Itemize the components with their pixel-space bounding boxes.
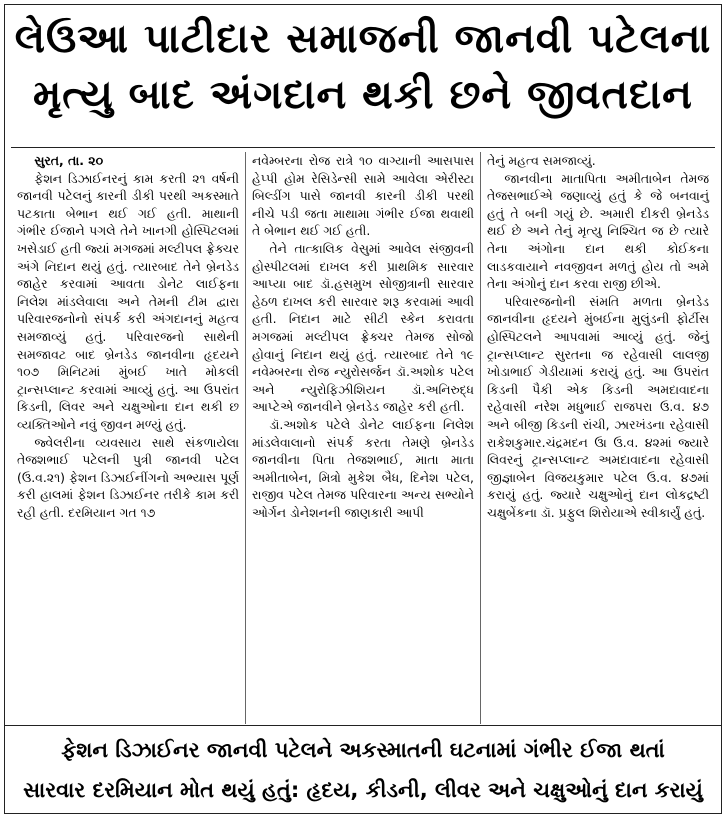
article-paragraph: ફેશન ડિઝાઈનરનું કામ કરતી ૨૧ વર્ષની જાનવી પટેલનું કારની ડીકી પરથી અકસ્માતે પટકાતા બેભાન થઈ ગઈ હતી. માથાની ગંભીર ઈજાને પગલે તેને ખાનગી હોસ્પિટલમાં ખસેડાઈ હતી જ્યાં મગજમાં મલ્ટીપલ ફ્રેક્ચર અંગે નિદાન થયું હતું. ત્યારબાદ તેને બ્રેનડેડ જાહેર કરવામાં આવતા ડોનેટ લાઈફના નિલેશ માંડલેવાલા અને તેમની ટીમ દ્વારા પરિવારજનોનો સંપર્ક કરી અંગદાનનું મહત્વ સમજાવ્યું હતું. પરિવારજનો સાથેની સમજાવટ બાદ બ્રેનડેડ જાનવીના હૃદયને ૧૦૭ મિનિટમાં મુંબઈ ખાતે મોકલી ટ્રાન્સપ્લાન્ટ કરવામાં આવ્યું હતું. આ ઉપરાંત કિડની, લિવર અને ચક્ષુઓના દાન થકી છ વ્યક્તિઓને નવું જીવન મળ્યું હતું. <box>17 170 239 432</box>
newspaper-clipping <box>4 4 722 814</box>
footer-caption <box>5 725 721 813</box>
article-column-2 <box>245 152 480 724</box>
headline-line-2: મૃત્યુ બાદ અંગદાન થકી છને જીવતદાન <box>33 72 693 118</box>
article-paragraph: તેનું મહત્વ સમજાવ્યું. <box>487 153 596 168</box>
article-paragraph: જાનવીના માતાપિતા અમીતાબેન તેમજ તેજસભાઈએ જણાવ્યું હતું કે જે બનવાનું હતું તે બની ગયું છે. અમારી દીકરી બ્રેનડેડ થઈ છે અને તેનું મૃત્યુ નિશ્ચિત જ છે ત્યારે તેના અંગોના દાન થકી કોઈકના લાડકવાયાને નવજીવન મળતું હોય તો અમે તેના અંગોનું દાન કરવા રાજી છીએ. <box>487 170 709 292</box>
article-paragraph: જ્વેલરીના વ્યવસાય સાથે સંકળાયેલા તેજશભાઈ પટેલની પુત્રી જાનવી પટેલ (ઉ.વ.૨૧) ફેશન ડિઝાઈનીંગનો અભ્યાસ પૂર્ણ કરી હાલમાં ફેશન ડિઝાઈનર તરીકે કામ કરી રહી હતી. દરમિયાન ગત ૧૭ <box>17 434 239 520</box>
dateline: સુરત, તા. ૨૦ <box>34 153 104 168</box>
article-column-3 <box>480 152 715 724</box>
article-paragraph: તેને તાત્કાલિક વેસુમાં આવેલ સંજીવની હોસ્પીટલમાં દાખલ કરી પ્રાથમિક સારવાર આપ્યા બાદ ડૉ.હસમુખ સોજીત્રાની સારવાર હેઠળ દાખલ કરી સારવાર શરૂ કરવામાં આવી હતી. નિદાન માટે સીટી સ્કેન કરાવતા મગજમાં મલ્ટીપલ ફ્રેક્ચર તેમજ સોજો હોવાનું નિદાન થયું હતું. ત્યારબાદ તેને ૧૯ નવેમ્બરના રોજ ન્યુરોસર્જન ડૉ.અશોક પટેલ અને ન્યુરોફિઝીશિયન ડૉ.અનિરુદ્ધ આપ્ટેએ જાનવીને બ્રેનડેડ જાહેર કરી હતી. <box>252 240 474 415</box>
article-paragraph: નવેમ્બરના રોજ રાત્રે ૧૦ વાગ્યાની આસપાસ હેપ્પી હોમ રેસિડેન્સી સામે આવેલા એરીસ્ટા બિલ્ડીંગ પાસે જાનવી કારની ડીકી પરથી નીચે પડી જતા માથામા ગંભીર ઈજા થવાથી તે બેભાન થઈ ગઈ હતી. <box>252 153 474 239</box>
article-paragraph: પરિવારજનોની સંમતિ મળતા બ્રેનડેડ જાનવીના હૃદયને મુંબઈના મુલુંડની ફોર્ટીસ હોસ્પિટલને આપવામાં આવ્યું હતું. જેનું ટ્રાન્સપ્લાન્ટ સુરતના જ રહેવાસી લાલજી ખોડાભાઈ ગેડીયામાં કરાયું હતું. આ ઉપરાંત કિડની પૈકી એક કિડની અમદાવાદના રહેવાસી નરેશ મધુભાઈ રાજપરા ઉ.વ. ૪૭ અને બીજી કિડની રાંચી, ઝારખંડના રહેવાસી રાકેશકુમાર.ચંદ્રમદન ઉા ઉ.વ. ૪૨માં જ્યારે લિવરનું ટ્રાન્સપ્લાન્ટ અમદાવાદના રહેવાસી જીજ્ઞાબેન વિજયકુમાર પટેલ ઉ.વ. ૪૭માં કરાયું હતું. જ્યારે ચક્ષુઓનું દાન લોકદ્રષ્ટી ચક્ષુબેંકના ડૉ. પ્રફુલ શિરોયાએ સ્વીકાર્યું હતું. <box>487 293 709 520</box>
footer-line-2: સારવાર દરમિયાન મોત થયું હતું: હૃદય, કીડની, લીવર અને ચક્ષુઓનું દાન કરાયું <box>23 778 703 802</box>
article-column-1 <box>11 152 245 724</box>
headline <box>5 5 721 147</box>
headline-line-1: લેઉઆ પાટીદાર સમાજની જાનવી પટેલના <box>14 16 712 62</box>
dateline-paragraph <box>17 152 239 170</box>
footer-line-1: ફેશન ડિઝાઈનર જાનવી પટેલને અકસ્માતની ઘટનામાં ગંભીર ઈજા થતાં <box>61 738 665 762</box>
article-paragraph: ડૉ.અશોક પટેલે ડોનેટ લાઈફના નિલેશ માંડલેવાલાનો સંપર્ક કરતા તેમણે બ્રેનડેડ જાનવીના પિતા તેજશભાઈ, માતા માતા અમીતાબેન, મિત્રો મુકેશ બૈધ, દિનેશ પટેલ, રાજીવ પટેલ તેમજ પરિવારના અન્ય સભ્યોને ઓર્ગન ડોનેશનની જાણકારી આપી <box>252 416 474 520</box>
article-body <box>5 148 721 724</box>
